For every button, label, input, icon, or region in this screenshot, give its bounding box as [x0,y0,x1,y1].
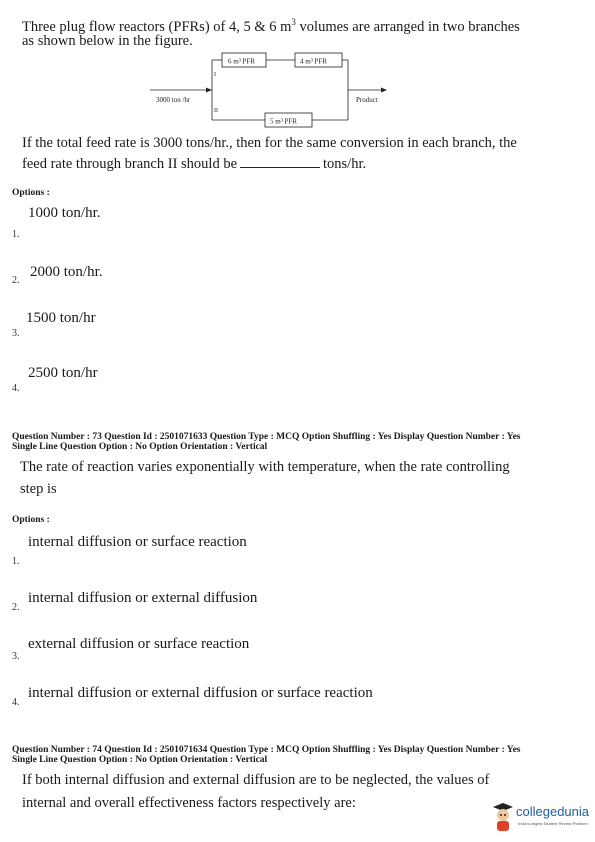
q73-options-label: Options : [12,515,50,525]
q72-options-label: Options : [12,188,50,198]
reactor-5m3-label: 5 m³ PFR [270,117,297,126]
q73-option-1-number: 1. [12,556,20,567]
reactor-4m3-label: 4 m³ PFR [300,57,327,66]
q73-option-4-number: 4. [12,697,20,708]
q74-header-line2: Single Line Question Option : No Option Orientation : Vertical [12,755,268,765]
q74-stem-line1: If both internal diffusion and external diffusion are to be neglected, the values of [22,772,490,788]
q73-header-line1: Question Number : 73 Question Id : 2501071633 Question Type : MCQ Option Shuffling : Yes Display Question Number : Yes [12,432,521,442]
q73-option-1[interactable]: internal diffusion or surface reaction [28,534,247,550]
q72-followup-line2: feed rate through branch II should be tons/hr. [22,156,367,172]
q73-header-line2: Single Line Question Option : No Option Orientation : Vertical [12,442,268,452]
product-arrow-icon [381,88,387,93]
logo-wordmark: collegedunia [516,804,590,819]
q73-option-2-number: 2. [12,602,20,613]
pfr-arrangement-figure [150,50,400,130]
q72-option-1-number: 1. [12,229,20,240]
q72-stem-line2: as shown below in the figure. [22,33,193,49]
q72-option-3[interactable]: 1500 ton/hr [26,310,96,326]
branch-1-label: I [214,72,216,78]
q72-option-1[interactable]: 1000 ton/hr. [28,205,101,221]
q74-stem-line2: internal and overall effectiveness factors respectively are: [22,795,356,811]
branch-2-label: II [214,108,218,114]
q72-option-2-number: 2. [12,275,20,286]
q73-option-2[interactable]: internal diffusion or external diffusion [28,590,258,606]
q73-option-4[interactable]: internal diffusion or external diffusion or surface reaction [28,685,373,701]
q73-option-3-number: 3. [12,651,20,662]
student-mascot-icon [492,802,514,832]
q73-stem-line1: The rate of reaction varies exponentially with temperature, when the rate controlling [20,459,510,475]
reactor-6m3-label: 6 m³ PFR [228,57,255,66]
q72-option-2[interactable]: 2000 ton/hr. [30,264,103,280]
q72-followup-line1: If the total feed rate is 3000 tons/hr., then for the same conversion in each branch, the [22,135,517,151]
answer-blank [240,167,320,168]
q72-option-4-number: 4. [12,383,20,394]
collegedunia-logo [492,798,592,836]
logo-tagline: India's largest Student Review Platform [518,821,588,826]
q72-stem-line1: Three plug flow reactors (PFRs) of 4, 5 & 6 $m^3$ volumes are arranged in two branches [22,17,520,35]
q73-stem-line2: step is [20,481,57,497]
q72-option-3-number: 3. [12,328,20,339]
q72-option-4[interactable]: 2500 ton/hr [28,365,98,381]
feed-arrow-icon [206,88,212,93]
product-label: Product [356,96,378,104]
q73-option-3[interactable]: external diffusion or surface reaction [28,636,250,652]
q74-header-line1: Question Number : 74 Question Id : 2501071634 Question Type : MCQ Option Shuffling : Yes Display Question Number : Yes [12,745,521,755]
feed-label: 3000 ton /hr [156,96,191,104]
